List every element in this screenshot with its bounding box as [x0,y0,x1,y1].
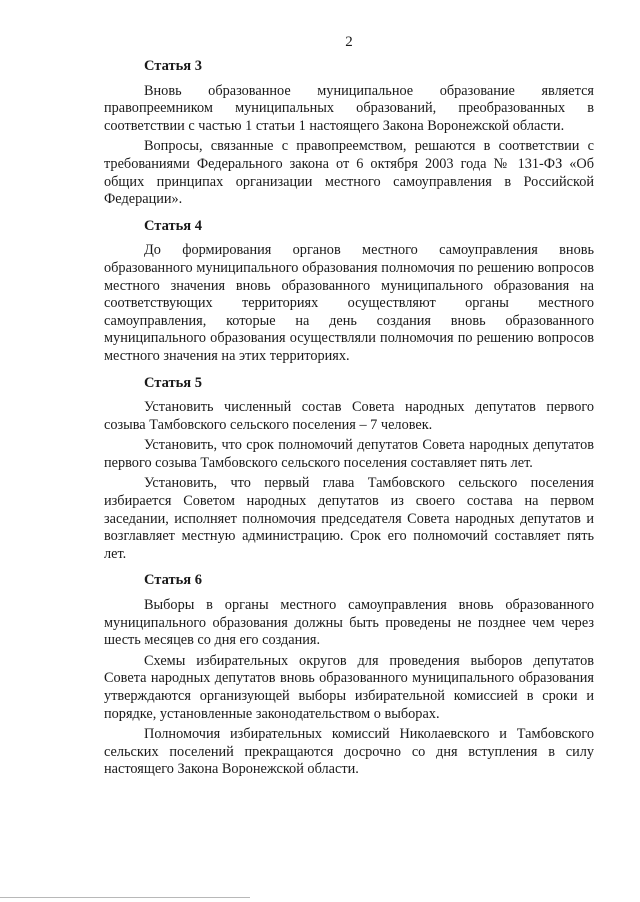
document-body [104,58,594,782]
article-5-paragraph-2: Установить, что срок полномочий депутатов Совета народных депутатов первого созыва Тамбовского сельского поселения составляет пять лет. [104,437,594,471]
article-5-title: Статья 5 [144,374,202,391]
article-4-paragraph-1: До формирования органов местного самоуправления вновь образованного муниципального образования полномочия по решению вопросов местного значения вновь образованного муниципального образования на соответствующих территориях осуществляют органы местного самоуправления, которые на день создания вновь образованного муниципального образования осуществляли полномочия по решению вопросов местного значения на этих территориях. [104,242,594,364]
page-number: 2 [345,34,353,50]
article-3-paragraph-1: Вновь образованное муниципальное образование является правопреемником муниципальных образований, преобразованных в соответствии с частью 1 статьи 1 настоящего Закона Воронежской области. [104,82,594,134]
article-6-title: Статья 6 [144,572,202,589]
article-3-title: Статья 3 [144,58,202,74]
article-5-paragraph-3: Установить, что первый глава Тамбовского сельского поселения избирается Советом народных депутатов из своего состава на первом заседании, исполняет полномочия председателя Совета народных депутатов и возглавляет местную администрацию. Срок его полномочий составляет пять лет. [104,475,594,562]
scan-edge-line [0,897,250,898]
article-3-paragraph-2: Вопросы, связанные с правопреемством, решаются в соответствии с требованиями Федерального закона от 6 октября 2003 года № 131-ФЗ «Об общих принципах организации местного самоуправления в Российской Федерации». [104,138,594,208]
article-6-paragraph-3: Полномочия избирательных комиссий Николаевского и Тамбовского сельских поселений прекращаются досрочно со дня вступления в силу настоящего Закона Воронежской области. [104,726,594,778]
article-4-title: Статья 4 [144,217,202,234]
article-5-paragraph-1: Установить численный состав Совета народных депутатов первого созыва Тамбовского сельского поселения – 7 человек. [104,399,594,433]
article-6-paragraph-2: Схемы избирательных округов для проведения выборов депутатов Совета народных депутатов вновь образованного муниципального образования утверждаются организующей выборы избирательной комиссией в сроки и порядке, установленные законодательством о выборах. [104,652,594,722]
article-6-paragraph-1: Выборы в органы местного самоуправления вновь образованного муниципального образования должны быть проведены не позднее чем через шесть месяцев со дня его создания. [104,597,594,649]
